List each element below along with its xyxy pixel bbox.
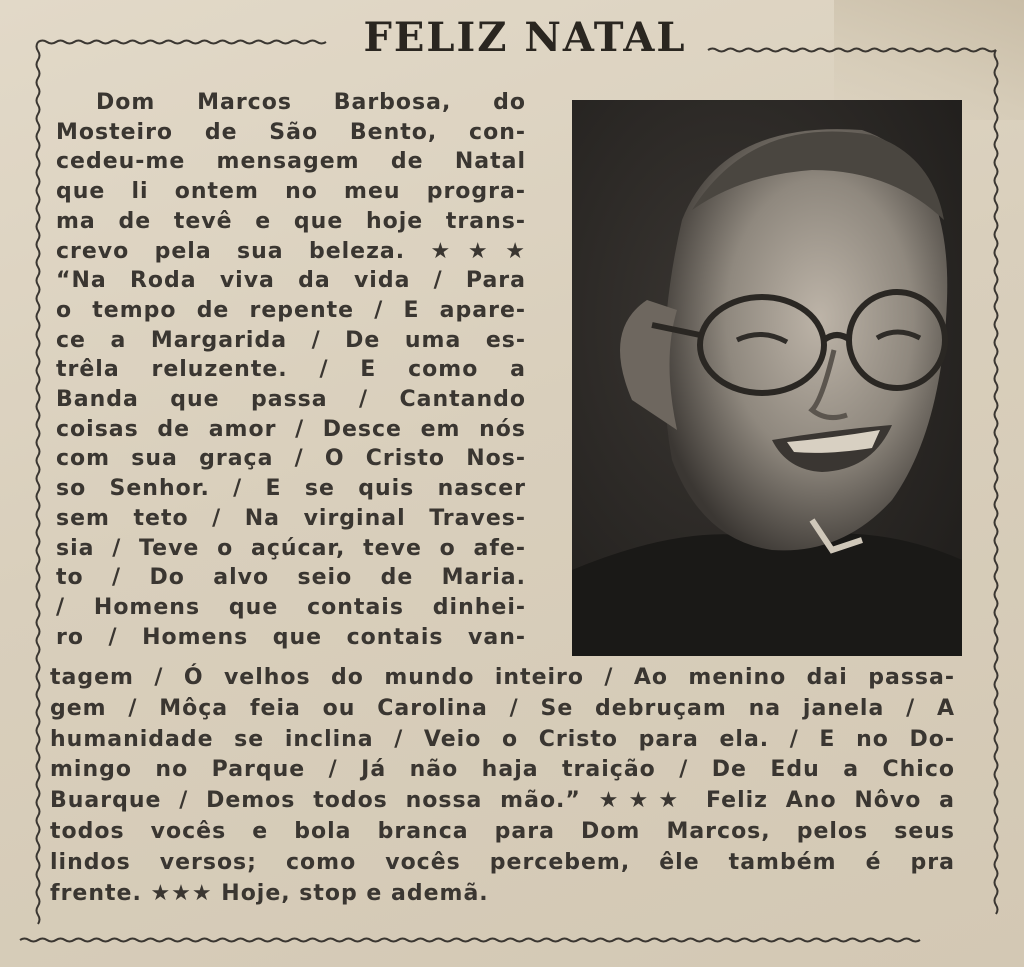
text-line: frente. ★★★ Hoje, stop e ademã. bbox=[50, 880, 489, 906]
text-line: Dom Marcos Barbosa, do bbox=[96, 90, 526, 115]
border-right bbox=[995, 50, 998, 914]
text-line: o tempo de repente / E apare- bbox=[56, 297, 526, 323]
text-line: to / Do alvo seio de Maria. bbox=[56, 565, 526, 591]
text-line: Mosteiro de São Bento, con- bbox=[56, 119, 526, 145]
headline: FELIZ NATAL bbox=[363, 14, 687, 61]
text-line: tagem / Ó velhos do mundo inteiro / Ao menino dai passa- bbox=[50, 665, 955, 690]
text-line: / Homens que contais dinhei- bbox=[56, 594, 526, 620]
text-line: coisas de amor / Desce em nós bbox=[56, 416, 526, 442]
portrait-photo-icon bbox=[572, 100, 962, 656]
text-line: sem teto / Na virginal Traves- bbox=[56, 505, 526, 531]
text-line: lindos versos; como vocês percebem, êle também é pra bbox=[50, 849, 955, 875]
text-line: com sua graça / O Cristo Nos- bbox=[56, 446, 526, 472]
text-line: “Na Roda viva da vida / Para bbox=[56, 268, 526, 294]
text-line: ma de tevê e que hoje trans- bbox=[56, 208, 526, 234]
article-full-width-text bbox=[50, 663, 955, 909]
border-top-left bbox=[38, 41, 326, 44]
text-line: humanidade se inclina / Veio o Cristo para ela. / E no Do- bbox=[50, 726, 955, 752]
text-line: sia / Teve o açúcar, teve o afe- bbox=[56, 535, 526, 561]
text-line: Banda que passa / Cantando bbox=[56, 387, 526, 413]
text-line: que li ontem no meu progra- bbox=[56, 179, 526, 205]
text-line: todos vocês e bola branca para Dom Marcos, pelos seus bbox=[50, 818, 955, 844]
portrait-photo bbox=[572, 100, 962, 656]
text-line: ro / Homens que contais van- bbox=[56, 624, 526, 650]
article-column-text bbox=[56, 88, 526, 652]
text-line: ce a Margarida / De uma es- bbox=[56, 327, 526, 353]
text-line: so Senhor. / E se quis nascer bbox=[56, 476, 526, 502]
border-bottom bbox=[20, 939, 920, 942]
text-line: mingo no Parque / Já não haja traição / De Edu a Chico bbox=[50, 757, 955, 783]
text-line: Buarque / Demos todos nossa mão.” ★★★ Feliz Ano Nôvo a bbox=[50, 788, 955, 814]
text-line: crevo pela sua beleza. ★★★ bbox=[56, 238, 526, 264]
border-top-right bbox=[708, 49, 996, 52]
text-line: gem / Môça feia ou Carolina / Se debruçam na janela / A bbox=[50, 695, 955, 721]
text-line: trêla reluzente. / E como a bbox=[56, 357, 526, 383]
border-left bbox=[37, 42, 40, 924]
text-line: cedeu-me mensagem de Natal bbox=[56, 149, 526, 175]
